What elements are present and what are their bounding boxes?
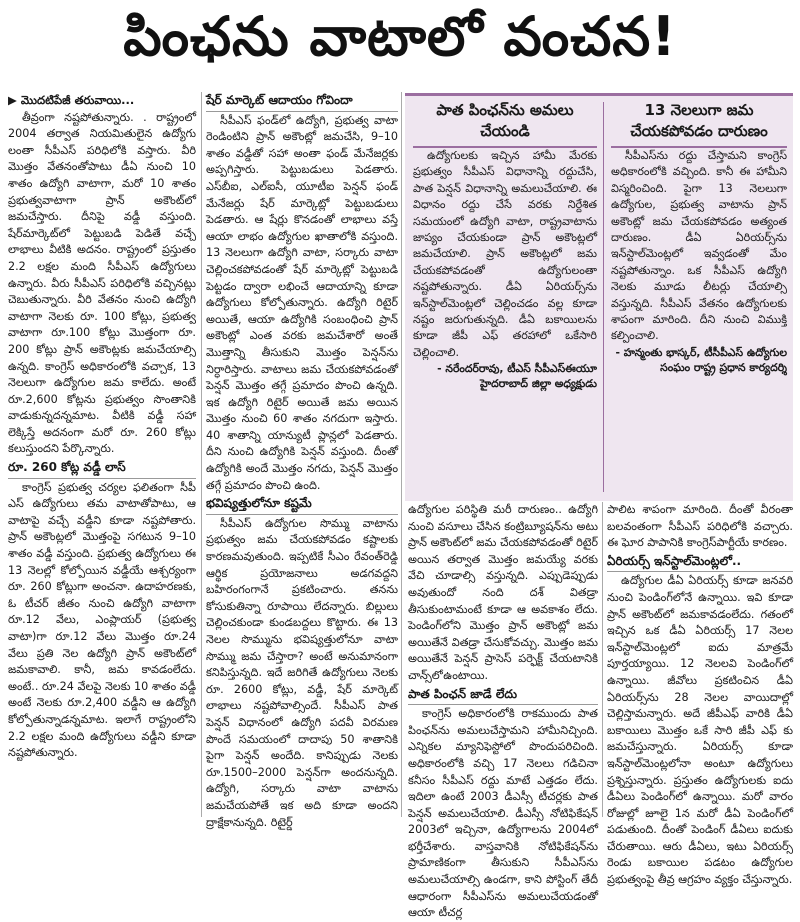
paragraph: తీవ్రంగా నష్టపోతున్నారు. . రాష్ట్రంలో 2004 తర్వాత నియమితులైన ఉద్యోగు లంతా సీపీఎస్ పరిధిలోకి వస్తారు. వీరి మొత్తం వేతనంతోపాటు డీఏ నుంచి 10 శాతం ఉద్యోగి వాటాగా, మరో 10 శాతం ప్రభుత్వవాటాగా ప్రాన్ అకౌంట్‌లో జమచేస్తారు. దీనిపై వడ్డీ వస్తుంది. షేర్‌మార్కెట్‌లో పెట్టుబడి పెడితే వచ్చే లాభాలు వీటికి అదనం. రాష్ట్రంలో ప్రస్తుతం 2.2 లక్షల మంది సీపీఎస్ ఉద్యోగులు ఉన్నారు. వీరు సీపీఎస్ పరిధిలోకి వచ్చినట్లు చెబుతున్నారు. వీరి వేతనం నుంచి ఉద్యోగి వాటాగా నెలకు రూ. 100 కోట్లు, ప్రభుత్వ వాటాగా రూ.100 కోట్లు మొత్తంగా రూ. 200 కోట్లు ప్రాన్ అకౌంట్లకు జమచేయాల్సి ఉన్నది. కాంగ్రెస్ అధికారంలోకి వచ్చాక, 13 నెలలుగా ఉద్యోగుల జమ కాలేదు. అంటే రూ.2,600 కోట్లను ప్రభుత్వం సొంతానికి వాడుకున్నదన్నమాట. వీటికి వడ్డీ సహా లెక్కిస్తే అదనంగా మరో రూ. 260 కోట్లు కలుస్తుందని పేర్కొన్నారు.	[8, 110, 196, 456]
quote-left-text: ఉద్యోగులకు ఇచ్చిన హామీ మేరకు ప్రభుత్వం సీపీఎస్ విధానాన్ని రద్దుచేసి, పాత పెన్షన్ విధానాన్ని అమలుచేయాలి. ఈ విధానం రద్దు చేసే వరకు నిర్దేశిత సమయంలో ఉద్యోగి వాటా, రాష్ట్రవాటాను జాప్యం చేయకుండా ప్రాన్ అకౌంట్లలో జమచేయాలి. ప్రాన్ అకౌంట్లలో జమ చేయకపోవడంతో ఉద్యోగులంతా నష్టపోతున్నారు. డీఏ ఏరియర్స్‌ను ఇన్‌స్టాల్‌మెంట్లలో చెల్లించడం వల్ల కూడా నష్టం జరుగుతున్నది. డీఏ బకాయిలను కూడా జీపీ ఎఫ్ తరహాలో ఒకేసారి చెల్లించాలి.	[413, 149, 597, 359]
quote-left-byline: - నరేందర్‌రావు, టీఎస్ సీపీఎస్‌ఈయూ హైదరాబాద్ జిల్లా అధ్యక్షుడు	[437, 362, 597, 391]
quote-right	[611, 100, 787, 495]
column-divider	[201, 92, 202, 817]
quote-right-byline: - హన్మంతు భాస్కర్, టీసీపీఎస్ ఉద్యోగుల సంఘం రాష్ట్ర ప్రధాన కార్యదర్శి	[615, 345, 787, 374]
subheading: పాత పింఛన్ జాడే లేదు	[408, 686, 598, 706]
subheading: షేర్ మార్కెట్ ఆదాయం గోవిందా	[206, 92, 398, 112]
article-column-1	[8, 92, 196, 817]
box-divider	[603, 102, 604, 492]
subheading: భవిష్యత్తులోనూ కష్టమే	[206, 495, 398, 515]
quote-right-text: సీపీఎస్‌ను రద్దు చేస్తామని కాంగ్రెస్ అధికారంలోకి వచ్చింది. కానీ ఈ హామీని విస్మరించింది. పైగా 13 నెలలుగా ఉద్యోగుల, ప్రభుత్వ వాటాను ప్రాన్ అకౌంట్లో జమ చేయకపోవడం అత్యంత దారుణం. డీఏ ఏరియర్స్‌ను ఇన్‌స్టాల్‌మెంట్లలో ఇవ్వడంతో మేం నష్టపోతున్నాం. ఒక సీపీఎస్ ఉద్యోగి నెలకు మూడు లీటర్లు చేయాల్సి వస్తున్నది. సీపీఎస్ వేతనం ఉద్యోగులకు శాపంగా మారింది. దీని నుంచి విముక్తి కల్పించాలి.	[611, 149, 787, 343]
paragraph: కాంగ్రెస్ ప్రభుత్వ చర్యల ఫలితంగా సీపీ ఎస్ ఉద్యోగులు తమ వాటాతోపాటు, ఆ వాటాపై వచ్చే వడ్డీని కూడా నష్టపోతారు. ప్రాన్ అకౌంట్లలో మొత్తంపై సగటున 9–10 శాతం వడ్డీ వస్తుంది. ప్రభుత్వ ఉద్యోగులు ఈ 13 నెలల్లో కోల్పోయిన వడ్డీయే ఆశ్చర్యంగా రూ. 260 కోట్లుగా అంచనా. ఉదాహరణకు, ఓ టీచర్ జీతం నుంచి ఉద్యోగి వాటాగా రూ.12 వేలు, ఎంప్లాయర్ (ప్రభుత్వ వాటా)గా రూ.12 వేలు మొత్తం రూ.24 వేలు ప్రతి నెల ఉద్యోగి ప్రాన్ అకౌంట్‌లో జమకావాలి. కానీ, జమ కావడంలేదు. అంటే.. రూ.24 వేలపై నెలకు 10 శాతం వడ్డీ అంటే నెలకు రూ.2,400 వడ్డీని ఆ ఉద్యోగి కోల్పోతున్నాడన్నమాట. ఇలాగే రాష్ట్రంలోని 2.2 లక్షల మంది ఉద్యోగులు వడ్డీని కూడా నష్టపోతున్నారు.	[8, 480, 196, 760]
quote-right-heading: 13 నెలలుగా జమ చేయకపోవడం దారుణం	[611, 100, 787, 148]
article-column-2	[206, 92, 398, 829]
article-column-4	[607, 502, 793, 887]
subheading: ఏరియర్స్ ఇన్‌స్టాల్‌మెంట్లలో..	[607, 553, 793, 573]
paragraph: ఉద్యోగుల డీఏ ఏరియర్స్ కూడా జనవరి నుంచి పెండింగ్‌లోనే ఉన్నాయి. ఇవి కూడా ప్రాన్ అకౌంట్‌లో జమకావడంలేదు. గతంలో ఇచ్చిన ఒక డీఏ ఏరియర్స్ 17 నెలల ఇన్‌స్టాల్‌మెంట్లలో ఐదు మాత్రమే పూర్తయ్యాయి. 12 నెలలవి పెండింగ్‌లో ఉన్నాయి. జీవోలు ప్రకటించిన డీఏ ఏరియర్స్‌ను 28 నెలల వాయిదాల్లో చెల్లిస్తామన్నారు. అదే జీపీఎఫ్ వారికి డీఏ బకాయిలు మొత్తం ఒకే సారి జీపీ ఎఫ్ కు జమచేస్తున్నారు. ఏరియర్స్ కూడా ఇన్‌స్టాల్‌మెంట్లలోనా అంటూ ఉద్యోగులు ప్రశ్నిస్తున్నారు. ప్రస్తుతం ఉద్యోగులకు ఐదు డీఏలు పెండింగ్‌లో ఉన్నాయి. మరో వారం రోజుల్లో జూలై 1న మరో డీఏ పెండింగ్‌లో పడుతుంది. దీంతో పెండింగ్ డీఏలు ఐదుకు చేరుతాయి. ఆరు డీఏలు, ఇటు ఏరియర్స్ రెండు బకాయిల పడటం ఉద్యోగుల ప్రభుత్వంపై తీవ్ర ఆగ్రహం వ్యక్తం చేస్తున్నారు.	[607, 574, 793, 887]
quote-left	[413, 100, 597, 495]
paragraph: సీపీఎస్ ఫండ్‌లో ఉద్యోగి, ప్రభుత్వ వాటా రెండింటిని ప్రాన్ అకౌంట్లో జమచేసి, 9–10 శాతం వడ్డీతో సహా అంతా ఫండ్ మేనేజర్లకు అప్పగిస్తారు. పెట్టుబడులు పెడతారు. ఎస్‌బీఐ, ఎల్‌ఐసీ, యూటీఐ పెన్షన్ ఫండ్ మేనేజర్లు షేర్ మార్కెట్లో పెట్టుబడులు పెడతారు. ఆ షేర్లు కొనడంతో లాభాలు వస్తే ఆయా లాభం ఉద్యోగుల ఖాతాలోకి వస్తుంది. 13 నెలలుగా ఉద్యోగి వాటా, సర్కారు వాటా చెల్లించకపోవడంతో షేర్ మార్కెట్లో పెట్టుబడి పెట్టడం ద్వారా లభించే ఆదాయాన్ని కూడా ఉద్యోగులు కోల్పోతున్నారు. ఉద్యోగి రిటైర్ అయితే, ఆయా ఉద్యోగికి సంబంధించి ప్రాన్ అకౌంట్లో ఎంత వరకు జమచేశారో అంతే మొత్తాన్ని తీసుకుని మొత్తం పెన్షన్‌ను నిర్ధారిస్తారు. వాటాలు జమ చేయకపోవడంతో పెన్షన్ మొత్తం తగ్గే ప్రమాదం పొంచి ఉన్నది. ఇక ఉద్యోగి రిటైర్ అయితే జమ అయిన మొత్తం నుంచి 60 శాతం నగదుగా ఇస్తారు. 40 శాతాన్ని యాన్యుటీ ప్లాన్లలో పెడతారు. దీని నుంచి ఉద్యోగికి పెన్షన్ వస్తుంది. దీంతో ఉద్యోగికి అందే మొత్తం నగదు, పెన్షన్ మొత్తం తగ్గే ప్రమాదం పొంచి ఉంది.	[206, 113, 398, 492]
article-column-3	[408, 502, 598, 920]
paragraph: కాంగ్రెస్ అధికారంలోకి రాకముందు పాత పింఛన్‌ను అమలుచేస్తామని హామీనిచ్చింది. ఎన్నికల మ్యానిఫెస్టోలో పొందుపరిచింది. అధికారంలోకి వచ్చి 17 నెలలు గడిచినా కనీసం సీపీఎస్ రద్దు మాటే ఎత్తడం లేదు. ఇదిలా ఉంటే 2003 డీఎస్సీ టీచర్లకు పాత పెన్షన్ అమలుచేయాలి. డీఎస్సీ నోటిఫికేషన్ 2003లో ఇచ్చినా, ఉద్యోగాలను 2004లో భర్తీచేశారు. వాస్తవానికి నోటిఫికేషన్‌ను ప్రామాణికంగా తీసుకుని సీపీఎస్‌ను అమలుచేయాల్సి ఉండగా, కాని పోస్టింగ్ తేదీ ఆధారంగా సీపీఎస్‌ను అమలుచేయడంతో ఆయా టీచర్ల	[408, 707, 598, 920]
paragraph: ఉద్యోగుల పరిస్థితి మరీ దారుణం.. ఉద్యోగి నుంచి వసూలు చేసిన కంట్రిబ్యూషన్‌ను అటు ప్రాన్ అకౌంట్‌లో జమ చేయకపోవడంతో రిటైర్ అయిన తర్వాత మొత్తం జమయ్యే వరకు వేచి చూడాల్సి వస్తున్నది. ఎప్పుడెప్పుడు అవుతుందో నంది దశ్ వితడ్రా తీసుకుంటామంటే కూడా ఆ అవకాశం లేదు. పెండింగ్‌లోని మొత్తం ప్రాన్ అకౌంట్లో జమ అయితేనే వితడ్రా చేసుకోవచ్చు. మొత్తం జమ అయితేనే పెన్షన్ ప్రాసెస్ పర్ఫెక్ట్ చేయటానికి చాన్స్‌ల‌ో ఉంటాయి.	[408, 503, 598, 682]
subheading: రూ. 260 కోట్ల వడ్డీ లాస్	[8, 459, 196, 479]
column-divider	[602, 502, 603, 817]
paragraph: పాలిట శాపంగా మారింది. దీంతో వీరంతా బలవంతంగా సీపీఎస్ పరిధిలోకి వచ్చారు. ఈ ఘోర పాపానికి కాంగ్రెస్‌పార్టీయే కారణం.	[607, 503, 793, 550]
column-divider	[401, 92, 402, 817]
quote-box	[405, 93, 793, 501]
headline: పింఛను వాటాలో వంచన!	[123, 4, 677, 68]
quote-left-heading: పాత పింఛన్‌ను అమలు చేయండి	[413, 100, 597, 148]
paragraph: సీపీఎస్ ఉద్యోగుల సొమ్ము వాటాను ప్రభుత్వం జమ చేయకపోవడం కష్టాలకు కారణమవుతుంది. ఇప్పటికే సీఎం రేవంత్‌రెడ్డి ఆర్థిక ప్రయోజనాలు అడగవద్దని బహిరంగంగానే ప్రకటించారు. తనను కోసుకుతిన్నా రూపాయి లేదన్నారు. బిల్లులు చెల్లించకుండా కుండబద్దలు కొట్టారు. ఈ 13 నెలల సొమ్మును భవిష్యత్తులోనూ వాటా సొమ్ము జమ చేస్తారా? అంటే అనుమానంగా కనిపిస్తున్నది. ఇదే జరిగితే ఉద్యోగులు నెలకు రూ. 2600 కోట్లు, వడ్డీ, షేర్ మార్కెట్ లాభాలు నష్టపోవాల్సిందే. సీపీఎస్ పాత పెన్షన్ విధానంలో ఉద్యోగి పదవీ విరమణ పొందే సమయంలో దాదాపు 50 శాతానికి పైగా పెన్షన్ అందేది. కానిప్పుడు నెలకు రూ.1500–2000 పెన్షన్‌గా అందనున్నది. ఉద్యోగి, సర్కారు వాటా వాటాను జమచేయపోతే ఇక అది కూడా అందని ద్రాక్షేకానున్నది. రిటైర్డ్	[206, 516, 398, 829]
continued-kicker: ▶ మొదటిపేజీ తరువాయి...	[8, 93, 135, 107]
